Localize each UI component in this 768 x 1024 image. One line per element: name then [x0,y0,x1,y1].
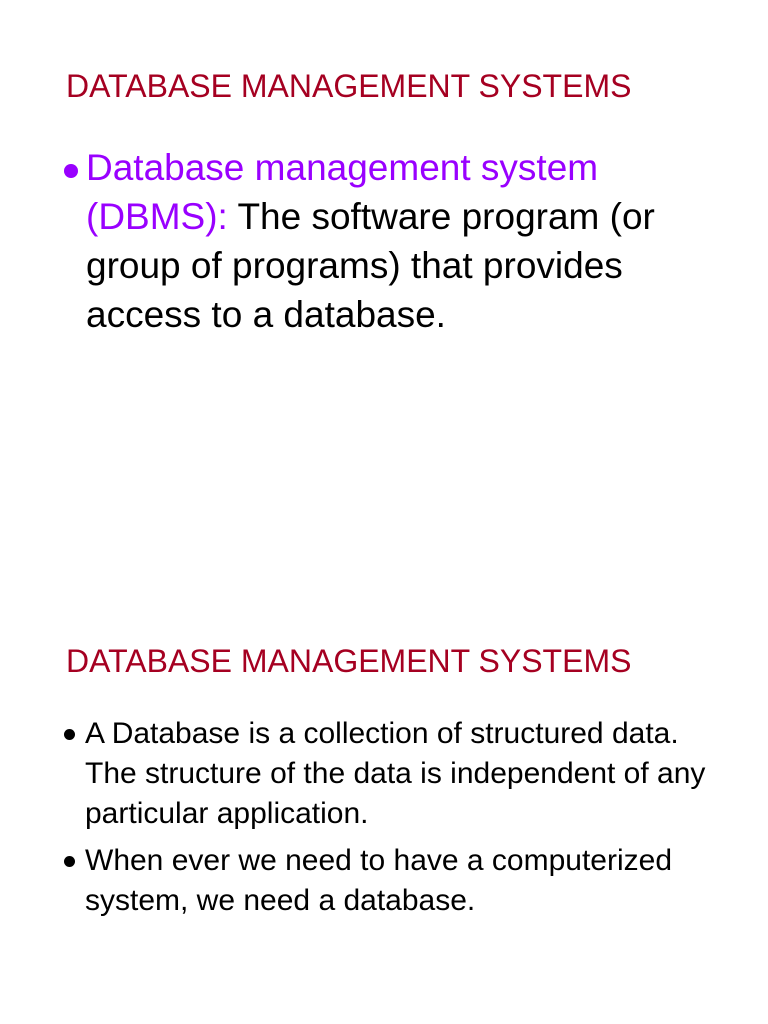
slide-1-title: DATABASE MANAGEMENT SYSTEMS [66,68,632,104]
bullet-dot-icon [64,164,78,178]
bullet-dot-icon [64,729,75,740]
slide-1-bullet [64,143,754,339]
bullet-text: When ever we need to have a computerized system, we need a database. [85,844,673,917]
dbms-term: Database management system (DBMS): [86,147,599,237]
bullet-dot-icon [64,856,75,867]
bullet-text [86,143,726,339]
dbms-definition: The software program (or group of programs) that provides access to a database. [86,196,655,335]
bullet-text: A Database is a collection of structured data. The structure of the data is independent of any particular application. [85,717,706,830]
slide-2-title: DATABASE MANAGEMENT SYSTEMS [66,643,632,679]
slide-2-bullet-2 [64,841,754,921]
slide-2-bullet-1 [64,714,754,834]
